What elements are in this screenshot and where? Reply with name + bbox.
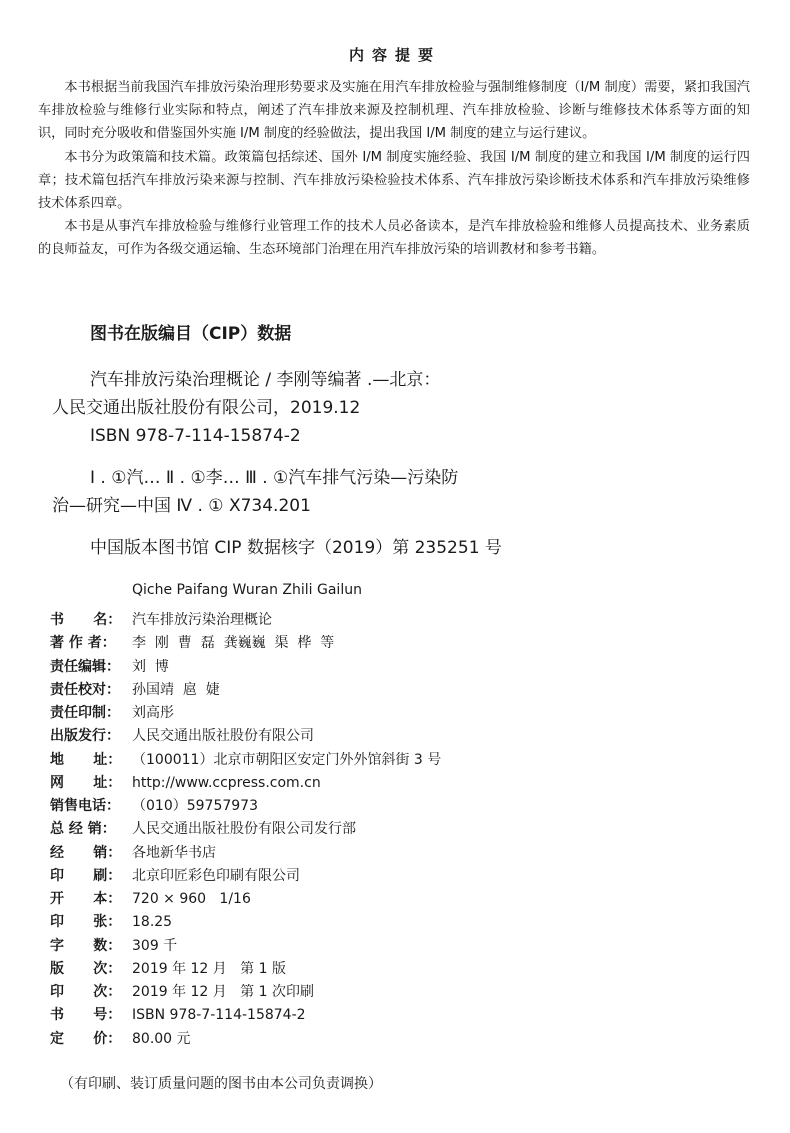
info-row — [50, 888, 750, 911]
info-row — [50, 656, 750, 679]
pinyin-title: Qiche Paifang Wuran Zhili Gailun — [132, 582, 362, 598]
info-value: 309 千 — [132, 937, 178, 954]
info-label: 书 名： — [50, 612, 122, 628]
cip-line: Ⅰ . ①汽… Ⅱ . ①李… Ⅲ . ①汽车排气污染—污染防 — [90, 468, 459, 488]
cip-data-block — [52, 366, 742, 562]
info-value: 刘 博 — [132, 658, 169, 675]
info-row — [50, 865, 750, 888]
info-value: 人民交通出版社股份有限公司发行部 — [132, 821, 356, 838]
cip-line: 中国版本图书馆 CIP 数据核字（2019）第 235251 号 — [90, 538, 502, 558]
info-label: 印 刷： — [50, 867, 122, 884]
info-value: 李 刚 曹 磊 龚巍巍 渠 桦 等 — [132, 635, 335, 652]
info-label: 出版发行： — [50, 728, 120, 745]
info-row — [50, 795, 750, 818]
info-row — [50, 911, 750, 934]
info-label: 版 次： — [50, 960, 122, 977]
info-row — [50, 725, 750, 748]
info-label: 责任校对： — [50, 681, 120, 698]
info-value: 18.25 — [132, 914, 173, 931]
website-link[interactable]: http://www.ccpress.com.cn — [132, 774, 321, 791]
info-value: 2019 年 12 月 第 1 版 — [132, 960, 286, 977]
info-value: 北京印匠彩色印刷有限公司 — [132, 867, 300, 884]
info-label: 销售电话： — [50, 798, 120, 814]
info-row — [50, 981, 750, 1004]
info-row — [50, 958, 750, 981]
info-value: （010）59757973 — [132, 798, 258, 814]
info-value: 80.00 元 — [132, 1030, 191, 1047]
info-row — [50, 842, 750, 865]
info-label: 书 号： — [50, 1007, 122, 1024]
info-value: 各地新华书店 — [132, 844, 216, 861]
info-label: 著 作 者： — [50, 635, 116, 652]
info-label: 印 张： — [50, 914, 122, 931]
info-label: 经 销： — [50, 844, 122, 861]
info-value: 人民交通出版社股份有限公司 — [132, 728, 314, 745]
info-value: 汽车排放污染治理概论 — [132, 612, 272, 628]
cip-line: ISBN 978-7-114-15874-2 — [90, 426, 301, 446]
summary-section — [38, 76, 750, 262]
info-label: 责任印制： — [50, 705, 120, 721]
publication-info — [50, 609, 750, 1051]
info-label: 网 址： — [50, 774, 122, 791]
info-value: 刘高彤 — [132, 705, 174, 721]
info-row — [50, 1004, 750, 1027]
info-label: 责任编辑： — [50, 658, 120, 675]
info-label: 印 次： — [50, 984, 122, 1000]
footer-note: （有印刷、装订质量问题的图书由本公司负责调换） — [60, 1076, 382, 1092]
cip-line: 汽车排放污染治理概论 / 李刚等编著 .—北京： — [90, 370, 441, 390]
cip-line: 治—研究—中国 Ⅳ . ① X734.201 — [52, 496, 311, 516]
info-row — [50, 609, 750, 632]
info-row — [50, 818, 750, 841]
cip-heading: 图书在版编目（CIP）数据 — [90, 324, 292, 344]
info-label: 地 址： — [50, 751, 122, 768]
info-value: （100011）北京市朝阳区安定门外外馆斜街 3 号 — [132, 751, 442, 768]
info-row — [50, 749, 750, 772]
info-value: 孙国靖 扈 婕 — [132, 681, 220, 698]
info-value: 720 × 960 1/16 — [132, 891, 251, 907]
summary-paragraph: 本书根据当前我国汽车排放污染治理形势要求及实施在用汽车排放检验与强制维修制度（I/M 制度）需要，紧扣我国汽车排放检验与维修行业实际和特点，阐述了汽车排放来源及控制机理、汽车排放检验、诊断与维修技术体系等方面的知识，同时充分吸收和借鉴国外实施 I/M 制度的经验做法，提出我国 I/M 制度的建立与运行建议。 — [38, 80, 750, 142]
info-label: 定 价： — [50, 1030, 122, 1047]
info-row — [50, 772, 750, 795]
info-value: 2019 年 12 月 第 1 次印刷 — [132, 984, 314, 1000]
info-label: 开 本： — [50, 891, 122, 907]
summary-paragraph: 本书是从事汽车排放检验与维修行业管理工作的技术人员必备读本，是汽车排放检验和维修人员提高技术、业务素质的良师益友，可作为各级交通运输、生态环境部门治理在用汽车排放污染的培训教材和参考书籍。 — [38, 219, 750, 258]
info-label: 总 经 销： — [50, 821, 116, 838]
info-row — [50, 632, 750, 655]
info-row — [50, 702, 750, 725]
info-row — [50, 679, 750, 702]
info-row — [50, 1028, 750, 1051]
info-row — [50, 935, 750, 958]
summary-paragraph: 本书分为政策篇和技术篇。政策篇包括综述、国外 I/M 制度实施经验、我国 I/M 制度的建立和我国 I/M 制度的运行四章；技术篇包括汽车排放污染来源与控制、汽车排放污染检验技术体系、汽车排放污染诊断技术体系和汽车排放污染维修技术体系四章。 — [38, 149, 750, 212]
cip-line: 人民交通出版社股份有限公司，2019.12 — [52, 398, 361, 418]
info-value: ISBN 978-7-114-15874-2 — [132, 1007, 306, 1024]
info-label: 字 数： — [50, 937, 122, 954]
summary-title: 内容提要 — [348, 46, 441, 64]
